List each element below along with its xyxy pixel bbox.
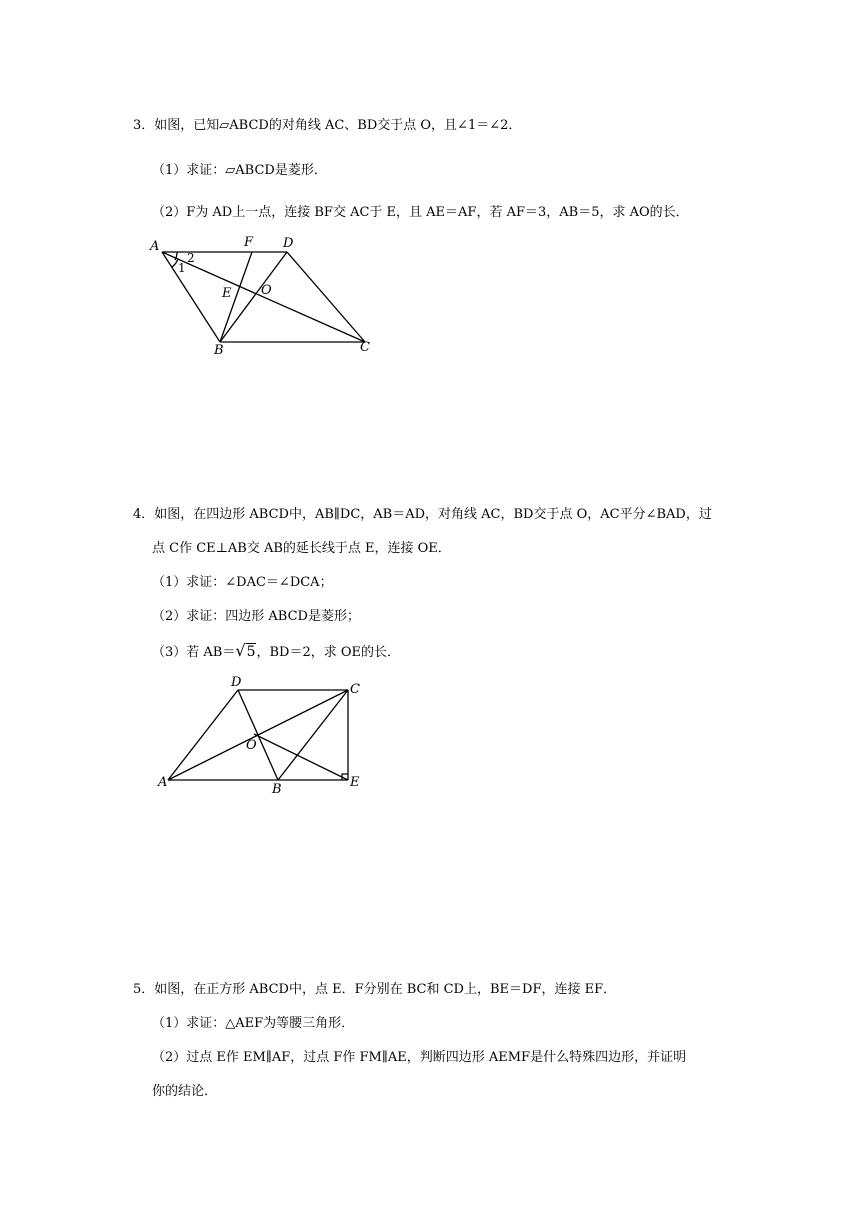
label-o: O (261, 283, 272, 298)
segment-ad (168, 690, 238, 780)
sqrt-sign: √ (235, 641, 246, 660)
problem-3-statement: 3．如图，已知▱ABCD的对角线 AC、BD交于点 O，且∠1＝∠2． (133, 118, 522, 133)
sqrt-radicand: 5 (246, 644, 256, 660)
problem-3-part-2: （2）F为 AD上一点，连接 BF交 AC于 E，且 AE＝AF，若 AF＝3，AB＝5，求 AO的长． (152, 205, 689, 220)
diagonal-bd (238, 690, 278, 780)
segment-dc (287, 252, 365, 342)
label-c: C (360, 340, 370, 355)
problem-4-statement-line-1: 4．如图，在四边形 ABCD中，AB∥DC，AB＝AD，对角线 AC，BD交于点 O，AC平分∠BAD，过 (133, 507, 712, 522)
label-o: O (246, 738, 257, 753)
segment-bc (278, 690, 348, 780)
problem-4-part-2: （2）求证：四边形 ABCD是菱形； (152, 609, 360, 624)
label-f: F (244, 235, 254, 250)
problem-5-part-2-continuation: 你的结论． (152, 1084, 218, 1099)
label-c: C (350, 682, 360, 697)
problem-3-figure (140, 230, 400, 365)
label-b: B (272, 782, 282, 797)
label-d: D (283, 236, 294, 251)
problem-5-part-2: （2）过点 E作 EM∥AF，过点 F作 FM∥AE，判断四边形 AEMF是什么特殊四边形，并证明 (152, 1050, 687, 1065)
label-b: B (214, 343, 224, 358)
problem-4-part-3 (152, 643, 400, 661)
label-e: E (350, 775, 360, 790)
problem-5-part-1: （1）求证：△AEF为等腰三角形． (152, 1016, 355, 1031)
problem-4-figure (150, 672, 380, 802)
problem-4-part-1: （1）求证：∠DAC＝∠DCA； (152, 575, 333, 590)
label-a: A (150, 239, 160, 254)
label-angle-2: 2 (187, 251, 195, 265)
label-d: D (231, 675, 242, 690)
label-angle-1: 1 (178, 261, 186, 275)
label-a: A (158, 775, 168, 790)
part-3-suffix: ，BD＝2，求 OE的长． (256, 645, 401, 660)
problem-4-statement-line-2: 点 C作 CE⊥AB交 AB的延长线于点 E，连接 OE． (152, 541, 451, 556)
label-e: E (222, 286, 232, 301)
problem-3-part-1: （1）求证：▱ABCD是菱形． (152, 163, 327, 178)
part-3-prefix: （3）若 AB＝ (152, 645, 236, 660)
problem-5-statement: 5．如图，在正方形 ABCD中，点 E．F分别在 BC和 CD上，BE＝DF，连接 EF． (133, 982, 617, 997)
